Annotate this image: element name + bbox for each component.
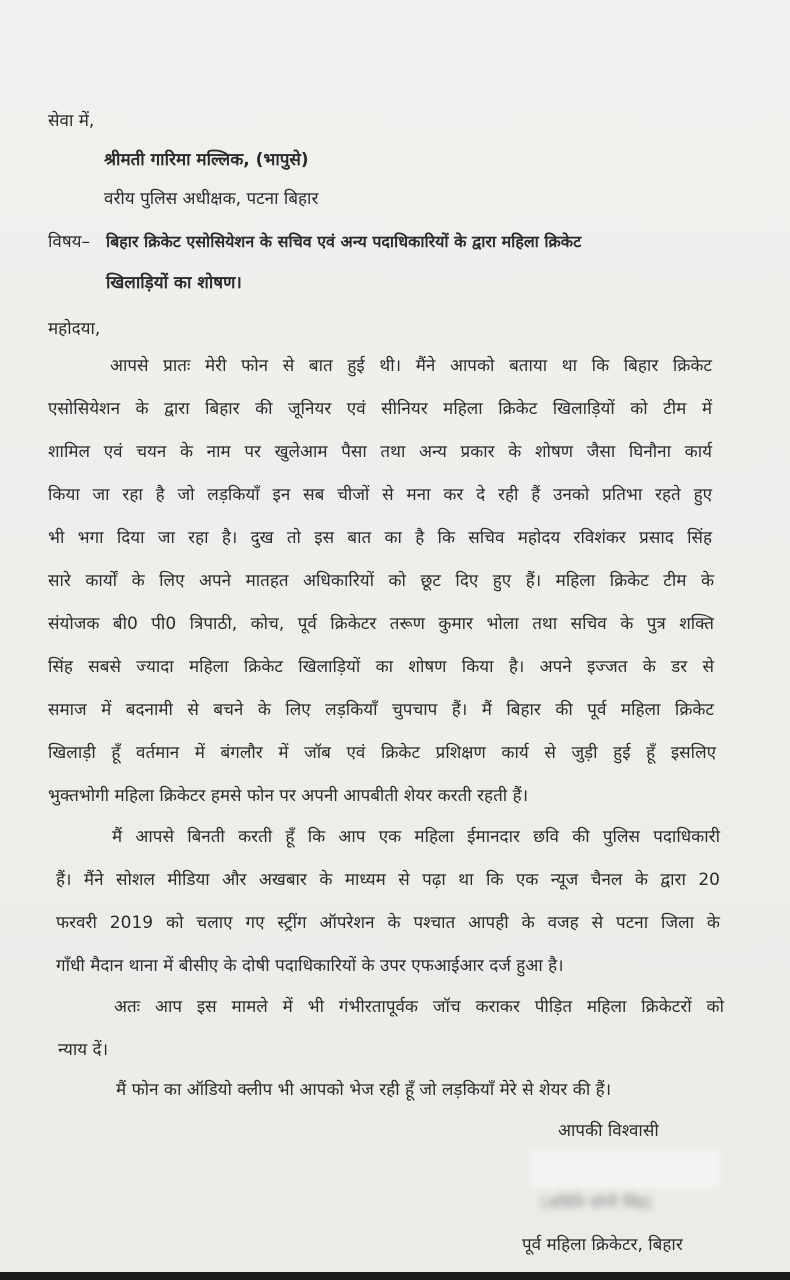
para1-line: सिंह सबसे ज्यादा महिला क्रिकेट खिलाड़ियों का शोषण किया है। अपने इज्जत के डर से [48,657,714,677]
subject-line-1: बिहार क्रिकेट एसोसियेशन के सचिव एवं अन्य पदाधिकारियों के द्वारा महिला क्रिकेट [106,232,582,251]
para1-line: किया जा रहा है जो लड़कियाँ इन सब चीजों से मना कर दे रही हैं उनको प्रतिभा रहते हुए [48,485,712,505]
para3-line: न्याय दें। [58,1040,109,1060]
signature-redaction [530,1150,720,1188]
recipient-name: श्रीमती गारिमा मल्लिक, (भापुसे) [104,150,309,170]
para1-line: समाज में बदनामी से बचने के लिए लड़कियाँ चुपचाप हैं। मैं बिहार की पूर्व महिला क्रिकेट [48,700,714,720]
para1-line: आपसे प्रातः मेरी फोन से बात हुई थी। मैंने आपको बताया था कि बिहार क्रिकेट [110,356,712,376]
para1-line: भुक्तभोगी महिला क्रिकेटर हमसे फोन पर अपनी आपबीती शेयर करती रहती हैं। [48,786,529,806]
para2-line: हैं। मैंने सोशल मीडिया और अखबार के माध्यम से पढ़ा था कि एक न्यूज चैनल के द्वारा 20 [56,870,720,890]
para1-line: सारे कार्यों के लिए अपने मातहत अधिकारियों को छूट दिए हुए हैं। महिला क्रिकेट टीम के [48,571,714,591]
para2-line: मैं आपसे बिनती करती हूँ कि आप एक महिला ईमानदार छवि की पुलिस पदाधिकारी [112,827,720,847]
para1-line: भी भगा दिया जा रहा है। दुख तो इस बात का है कि सचिव महोदय रविशंकर प्रसाद सिंह [48,528,712,548]
recipient-title: वरीय पुलिस अधीक्षक, पटना बिहार [104,189,319,209]
greeting: महोदया, [48,319,101,339]
para3-line: अतः आप इस मामले में भी गंभीरतापूर्वक जॉच कराकर पीड़ित महिला क्रिकेटरों को [114,997,724,1017]
para1-line: शामिल एवं चयन के नाम पर खुलेआम पैसा तथा अन्य प्रकार के शोषण जैसा घिनौना कार्य [48,442,712,462]
para1-line: संयोजक बी0 पी0 त्रिपाठी, कोच, पूर्व क्रिकेटर तरूण कुमार भोला तथा सचिव के पुत्र शक्ति [48,614,714,634]
subject-line-2: खिलाड़ियों का शोषण। [106,273,242,293]
para2-line: गाँधी मैदान थाना में बीसीए के दोषी पदाधिकारियों के उपर एफआईआर दर्ज हुआ है। [56,956,564,976]
para2-line: फरवरी 2019 को चलाए गए स्ट्रींग ऑपरेशन के पश्चात आपही के वजह से पटना जिला के [56,913,720,933]
subject-label: विषय– [48,232,91,252]
page-bottom-edge [0,1272,790,1280]
signer-name-blurred: (अदिति सोनी सिंह) [540,1193,653,1212]
salutation-to: सेवा में, [48,111,95,131]
para1-line: एसोसियेशन के द्वारा बिहार की जूनियर एवं सीनियर महिला क्रिकेट खिलाड़ियों को टीम में [48,399,712,419]
closing: आपकी विश्वासी [558,1121,659,1141]
para4: मैं फोन का ऑडियो क्लीप भी आपको भेज रही हूँ जो लड़कियाँ मेरे से शेयर की हैं। [116,1080,612,1100]
para1-line: खिलाड़ी हूँ वर्तमान में बंगलौर में जॉब एवं क्रिकेट प्रशिक्षण कार्य से जुड़ी हुई हूँ इसलिए [48,743,716,763]
signer-title: पूर्व महिला क्रिकेटर, बिहार [522,1235,683,1255]
